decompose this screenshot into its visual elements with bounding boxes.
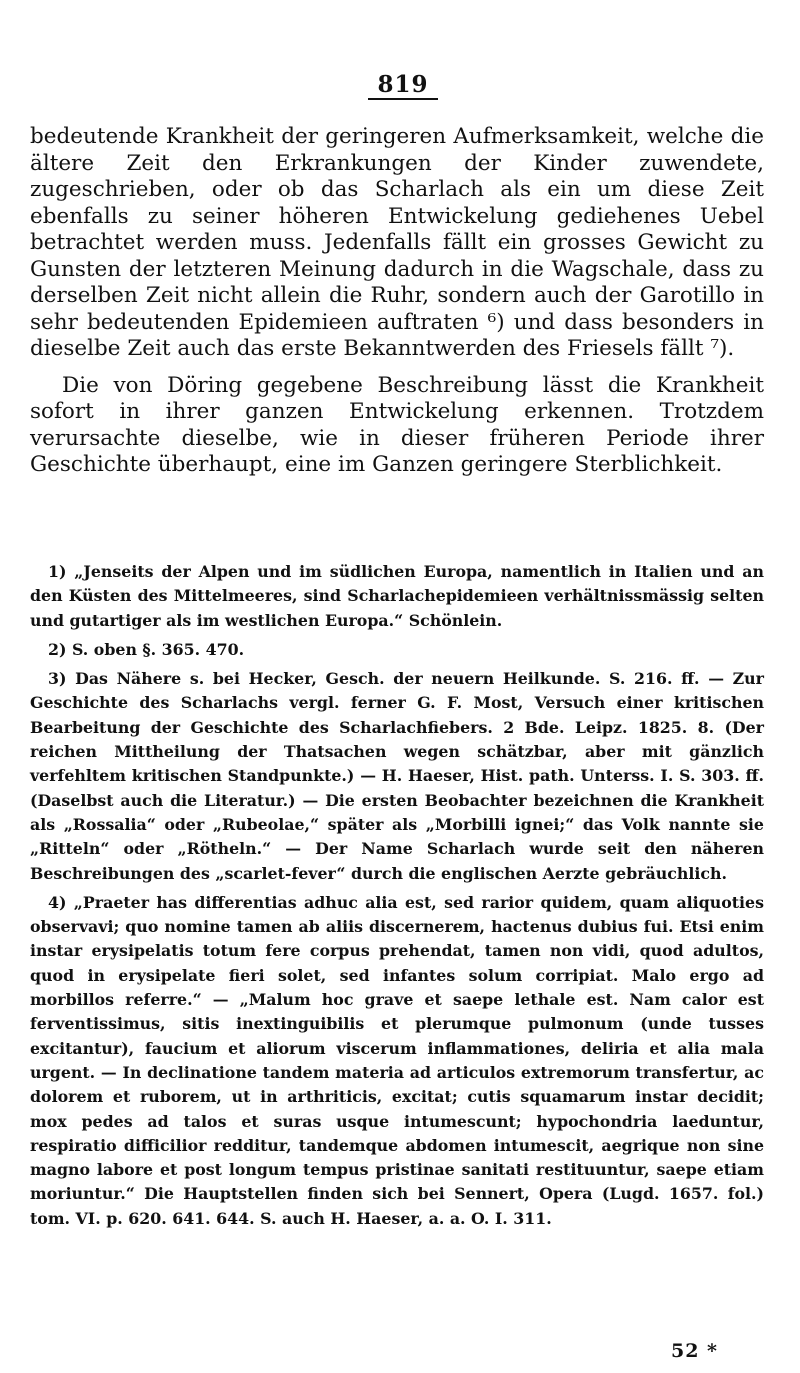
signature-mark: 52 * bbox=[671, 1340, 718, 1362]
page-number: 819 bbox=[368, 72, 438, 100]
main-text bbox=[30, 124, 764, 479]
footnote-3: 3) Das Nähere s. bei Hecker, Gesch. der neuern Heilkunde. S. 216. ff. — Zur Geschichte des Scharlachs vergl. ferner G. F. Most, Versuch einer kritischen Bearbeitung der Geschichte des Scharlachfiebers. 2 Bde. Leipz. 1825. 8. (Der reichen Mittheilung der Thatsachen wegen schätzbar, aber mit gänzlich verfehltem kritischen Standpunkte.) — H. Haeser, Hist. path. Unterss. I. S. 303. ff. (Daselbst auch die Literatur.) — Die ersten Beobachter bezeichnen die Krankheit als „Rossalia“ oder „Rubeolae,“ später als „Morbilli ignei;“ das Volk nannte sie „Ritteln“ oder „Rötheln.“ — Der Name Scharlach wurde seit den näheren Beschreibungen des „scarlet-fever“ durch die englischen Aerzte gebräuchlich. bbox=[30, 669, 764, 883]
paragraph-1: bedeutende Krankheit der geringeren Aufmerksamkeit, welche die ältere Zeit den Erkrankungen der Kinder zuwendete, zugeschrieben, oder ob das Scharlach als ein um diese Zeit ebenfalls zu seiner höheren Entwickelung gediehenes Uebel betrachtet werden muss. Jedenfalls fällt ein grosses Gewicht zu Gunsten der letzteren Meinung dadurch in die Wagschale, dass zu derselben Zeit nicht allein die Ruhr, sondern auch der Garotillo in sehr bedeutenden Epidemieen auftraten ⁶) und dass besonders in dieselbe Zeit auch das erste Bekanntwerden des Friesels fällt ⁷). bbox=[30, 124, 764, 361]
footnote-4: 4) „Praeter has differentias adhuc alia est, sed rarior quidem, quam aliquoties observavi; quo nomine tamen ab aliis discernerem, hactenus dubius fui. Etsi enim instar erysipelatis totum fere corpus prehendat, tamen non vidi, quod adultos, quod in erysipelate fieri solet, sed infantes solum corripiat. Malo ergo ad morbillos referre.“ — „Malum hoc grave et saepe lethale est. Nam calor est ferventissimus, sitis inextinguibilis et plerumque pulmonum (unde tusses excitantur), faucium et aliorum viscerum inflammationes, deliria et alia mala urgent. — In declinatione tandem materia ad articulos extremorum transfertur, ac dolorem et ruborem, ut in arthriticis, excitat; cutis squamarum instar decidit; mox pedes ad talos et suras usque intumescunt; hypochondria laeduntur, respiratio difficilior redditur, tandemque abdomen intumescit, aegrique non sine magno labore et post longum tempus pristinae sanitati restituuntur, saepe etiam moriuntur.“ Die Hauptstellen finden sich bei Sennert, Opera (Lugd. 1657. fol.) tom. VI. p. 620. 641. 644. S. auch H. Haeser, a. a. O. I. 311. bbox=[30, 892, 764, 1228]
footnotes bbox=[30, 560, 764, 1236]
paragraph-2: Die von Döring gegebene Beschreibung lässt die Krankheit sofort in ihrer ganzen Entwickelung erkennen. Trotzdem verursachte dieselbe, wie in dieser früheren Periode ihrer Geschichte überhaupt, eine im Ganzen geringere Sterblichkeit. bbox=[30, 372, 764, 477]
footnote-1: 1) „Jenseits der Alpen und im südlichen Europa, namentlich in Italien und an den Küsten des Mittelmeeres, sind Scharlachepidemieen verhältnissmässig selten und gutartiger als im westlichen Europa.“ Schönlein. bbox=[30, 562, 764, 630]
document-page bbox=[26, 72, 766, 1362]
footnote-2: 2) S. oben §. 365. 470. bbox=[48, 639, 245, 659]
